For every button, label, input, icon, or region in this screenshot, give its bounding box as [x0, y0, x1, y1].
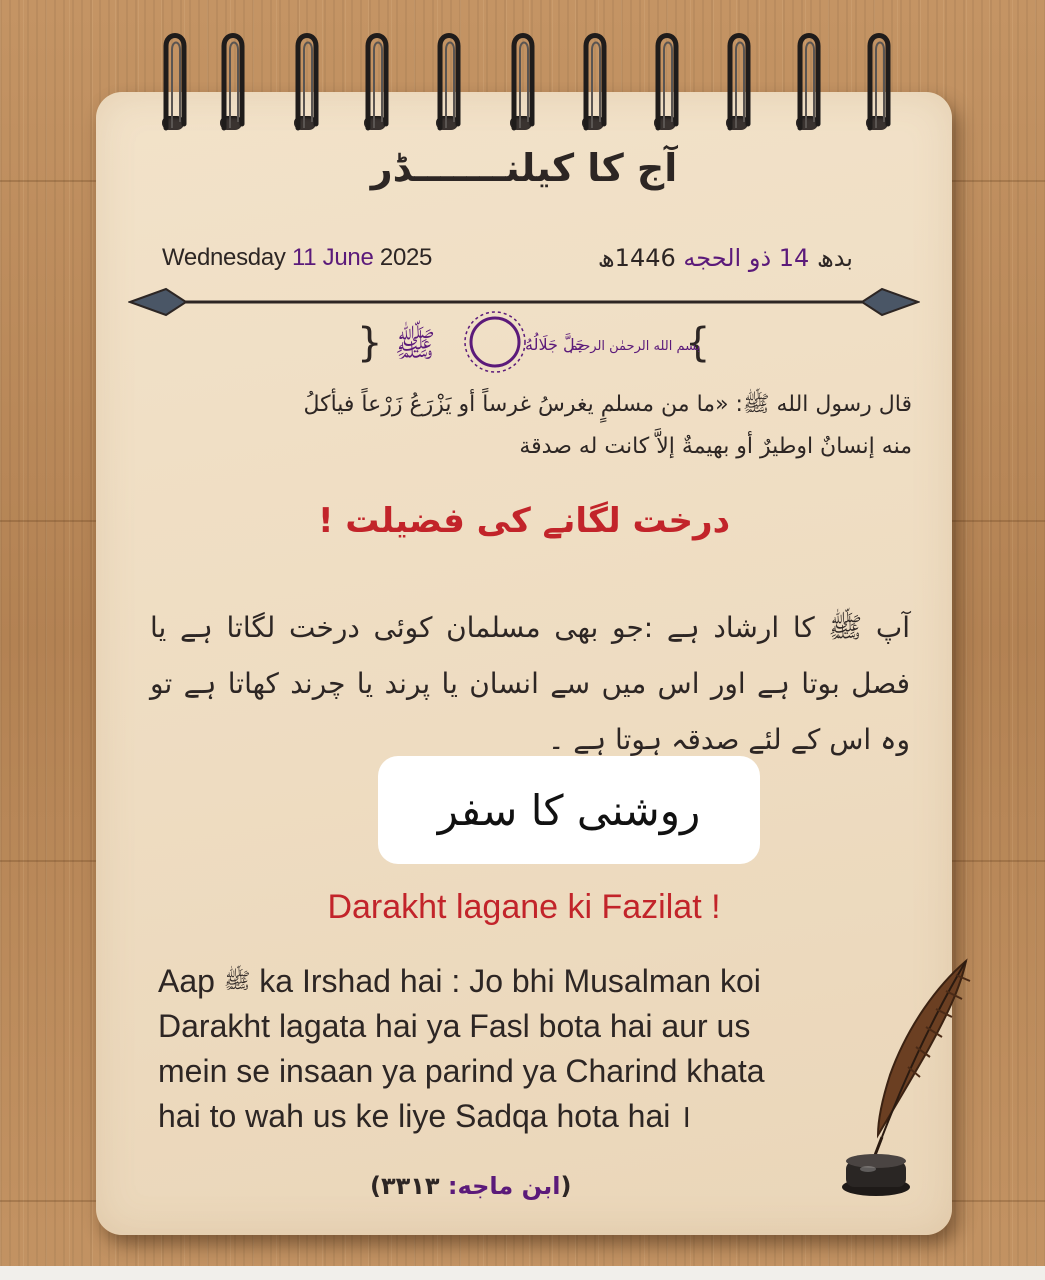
spiral-ring-icon: [724, 28, 754, 136]
spiral-ring-icon: [292, 28, 322, 136]
channel-badge: [378, 756, 760, 864]
urdu-heading: درخت لگانے کی فضیلت !: [317, 501, 731, 541]
jalla-calligraphy: جَلَّ جَلَالُهُ: [525, 335, 585, 354]
hadith-arabic: [130, 384, 912, 468]
spiral-ring-icon: [434, 28, 464, 136]
hijri-weekday: بدھ: [816, 244, 853, 272]
quill-inkpot-icon: [838, 955, 978, 1200]
hadith-arabic-line-2: منه إنسانٌ اوطيرٌ أو بهيمةٌ إلاَّ كانت له صدقة: [519, 434, 912, 459]
bismillah-text: بسم الله الرحمٰن الرحيم: [569, 339, 701, 354]
svg-text:{: {: [685, 320, 711, 366]
spiral-ring-icon: [218, 28, 248, 136]
reference-source: ابن ماجه:: [447, 1172, 561, 1200]
spiral-ring-icon: [508, 28, 538, 136]
english-body: [158, 958, 858, 1139]
english-line-2: Darakht lagata hai ya Fasl bota hai aur us: [158, 1008, 751, 1044]
reference-close-paren: ): [370, 1172, 381, 1200]
reference-open-paren: (: [560, 1172, 572, 1200]
bottom-strip: [0, 1266, 1045, 1280]
gregorian-year: 2025: [379, 244, 433, 271]
english-line-1: [158, 958, 858, 1004]
reference-number: ٣٣١٣: [380, 1172, 440, 1200]
spiral-ring-icon: [794, 28, 824, 136]
hijri-day-month: 14 ذو الحجه: [683, 244, 810, 272]
english-line-3: mein se insaan ya parind ya Charind khata: [158, 1053, 765, 1089]
urdu-body: آپ ﷺ کا ارشاد ہے :جو بھی مسلمان کوئی درخت لگاتا ہے یا فصل بوتا ہے اور اس میں سے انسان یا پرند یا چرند کھاتا ہے تو وہ اس کے لئے صدقہ ہوتا ہے ۔: [150, 611, 910, 756]
channel-badge-text: روشنی کا سفر: [437, 785, 701, 835]
hijri-year: 1446ھ: [597, 244, 676, 272]
english-heading: Darakht lagane ki Fazilat !: [327, 888, 721, 926]
gregorian-date: [162, 244, 432, 272]
salawat-calligraphy: ﷺ: [394, 325, 436, 365]
salawat-icon: ﷺ: [223, 968, 251, 993]
english-line-1-start: Aap: [158, 963, 215, 999]
spiral-ring-icon: [864, 28, 894, 136]
spiral-ring-icon: [362, 28, 392, 136]
english-line-1-end: ka Irshad hai : Jo bhi Musalman koi: [259, 963, 761, 999]
spiral-ring-icon: [580, 28, 610, 136]
medallion-icon: [471, 318, 519, 366]
english-line-4: hai to wah us ke liye Sadqa hota hai ।: [158, 1098, 692, 1134]
hadith-reference: [370, 1172, 571, 1200]
hadith-arabic-line-1: قال رسول الله ﷺ: «ما من مسلمٍ يغرسُ غرساً أو يَزْرَعُ زَرْعاً فيأكلُ: [303, 392, 912, 417]
spiral-ring-icon: [652, 28, 682, 136]
hijri-date: [598, 244, 853, 272]
gregorian-day-month: 11 June: [291, 244, 374, 271]
page-title: آج کا کیلنـــــــڈر: [370, 146, 678, 190]
gregorian-day: Wednesday: [162, 244, 286, 271]
svg-text:}: }: [357, 320, 383, 366]
bismillah-calligraphy: [345, 304, 715, 380]
spiral-ring-icon: [160, 28, 190, 136]
